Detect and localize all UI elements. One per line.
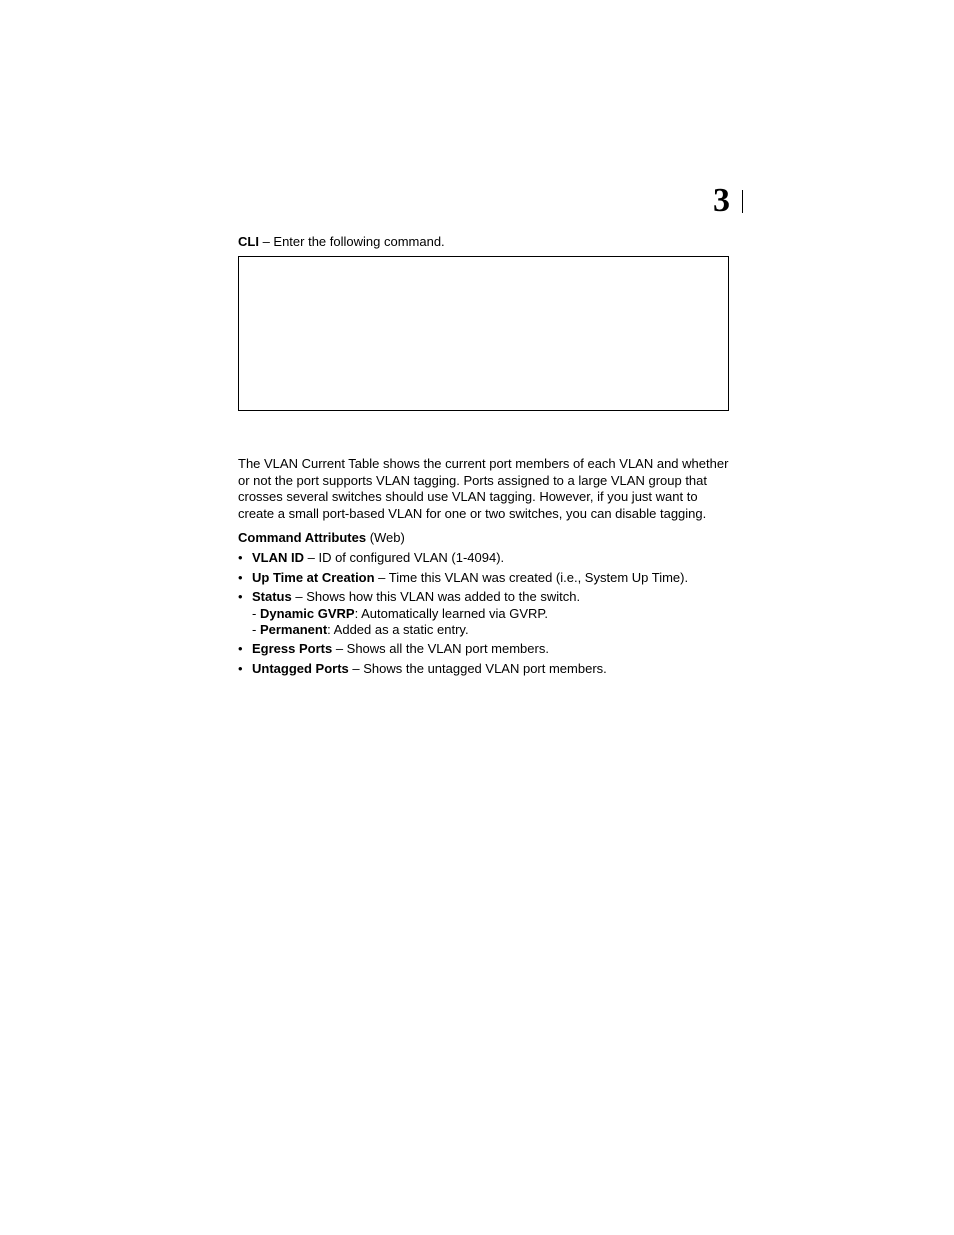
sub-item-term: Permanent: [259, 622, 328, 638]
attribute-desc: – ID of configured VLAN (1-4094).: [304, 550, 505, 566]
attribute-term: Untagged Ports: [252, 660, 349, 676]
page-content: [238, 234, 732, 680]
bullet: •: [238, 589, 243, 605]
attributes-list: [238, 550, 732, 677]
attribute-term: Egress Ports: [252, 641, 333, 657]
cli-instruction: [238, 234, 732, 250]
bullet: •: [238, 641, 243, 657]
attribute-term: Status: [252, 589, 292, 605]
list-item: [238, 589, 732, 638]
attribute-desc: – Time this VLAN was created (i.e., System Up Time).: [374, 569, 689, 585]
list-item: [238, 661, 732, 677]
sub-item-desc: : Automatically learned via GVRP.: [354, 605, 549, 621]
intro-paragraph: The VLAN Current Table shows the current port members of each VLAN and whether or not the port supports VLAN tagging. Ports assigned to a large VLAN group that crosses several switches should use VLAN tagging. However, if you just want to create a small port-based VLAN for one or two switches, you can disable tagging.: [238, 456, 729, 521]
list-item: [238, 550, 732, 566]
attribute-term: VLAN ID: [252, 550, 304, 566]
attribute-desc: – Shows the untagged VLAN port members.: [348, 660, 607, 676]
attributes-heading: [238, 530, 732, 546]
list-item: [238, 641, 732, 657]
bullet: •: [238, 550, 243, 566]
sub-item: [252, 622, 732, 638]
cli-command-box: [238, 256, 729, 411]
list-item: [238, 570, 732, 586]
sub-item-term: Dynamic GVRP: [259, 605, 355, 621]
attributes-heading-label: Command Attributes: [238, 530, 367, 546]
bullet: •: [238, 569, 243, 585]
sub-item-desc: : Added as a static entry.: [327, 622, 469, 638]
attributes-heading-suffix: (Web): [366, 530, 405, 546]
cli-label: CLI: [238, 234, 259, 249]
attribute-desc: – Shows how this VLAN was added to the switch.: [291, 589, 581, 605]
cli-text: – Enter the following command.: [258, 234, 445, 249]
sub-item-prefix: -: [252, 622, 260, 638]
sub-item-prefix: -: [252, 605, 260, 621]
attribute-term: Up Time at Creation: [252, 569, 375, 585]
sub-item: [252, 606, 732, 622]
chapter-number: 3: [713, 182, 729, 219]
chapter-rule: [742, 190, 743, 213]
attribute-desc: – Shows all the VLAN port members.: [332, 641, 549, 657]
bullet: •: [238, 660, 243, 676]
